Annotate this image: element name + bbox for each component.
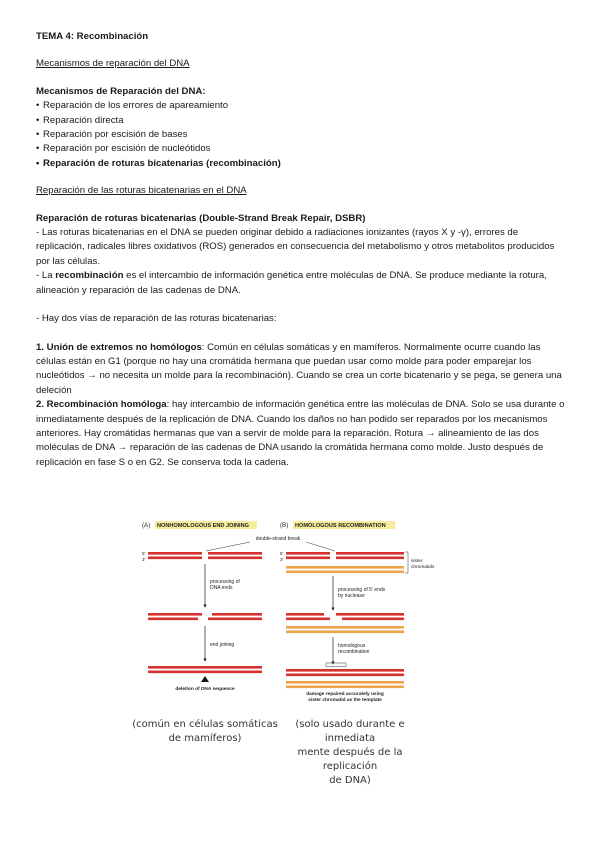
dsbr-p2-bold: recombinación <box>55 270 124 282</box>
dna-strand <box>148 552 202 555</box>
caption-a <box>130 718 280 746</box>
recombination-label: recombination <box>338 649 370 655</box>
processing-5-label-1: processing of 5' ends <box>338 587 386 593</box>
processing-of-label: processing of <box>210 579 240 585</box>
mechanism-item: • Reparación de los errores de apareamiento <box>36 99 568 113</box>
three-prime-label: 3' <box>142 557 146 562</box>
sister-strand <box>286 686 404 689</box>
mechanism-item: • Reparación por escisión de nucleótidos <box>36 142 568 156</box>
figure-diagram <box>130 513 435 703</box>
panel-b-label: (B) <box>280 522 289 529</box>
damage-label-2: sister chromatid as the template <box>308 698 382 703</box>
caption-a-line2: de mamíferos) <box>168 733 242 744</box>
dsbr-paragraph-1: - Las roturas bicatenarias en el DNA se pueden originar debido a radiaciones ionizantes (rayos X y -γ), errores de replicación, radicales libres oxidativos (ROS) generados en consecuencia del metabolismo y otros metabolitos producidos por las células. <box>36 227 555 267</box>
route2-text: : hay intercambio de información genética entre las moléculas de DNA. Solo se usa durante o inmediatamente después de la replicación de DNA. Cuando los daños no han podido ser reparados por los mecanismos anteriores. Hay cromátidas hermanas que van a servir de molde para la reparación. Rotura → alineamiento de las dos moléculas de DNA → reparación de las cadenas de DNA usando la cromátida hermana como molde. Justo después de replicación en fase S o en G2. Se conserva toda la cadena. <box>36 399 565 468</box>
deletion-marker-icon <box>201 676 209 682</box>
dna-strand <box>342 618 404 621</box>
dna-strand <box>208 552 262 555</box>
dsbr-paragraph-3: - Hay dos vías de reparación de las roturas bicatenarias: <box>36 313 277 325</box>
section2-heading: Reparación de las roturas bicatenarias en el DNA <box>36 185 247 197</box>
mechanism-item: • Reparación por escisión de bases <box>36 128 568 142</box>
mechanism-item: • Reparación directa <box>36 114 568 128</box>
dna-strand <box>286 557 330 560</box>
route1-title: 1. Unión de extremos no homólogos <box>36 341 202 353</box>
dna-strand <box>148 666 262 669</box>
sister-label: sister <box>411 559 423 564</box>
dsbr-p2-prefix: - La <box>36 270 56 282</box>
dna-strand <box>212 613 262 616</box>
dna-strand <box>148 613 202 616</box>
damage-label-1: damage repaired accurately using <box>306 692 384 697</box>
dna-strand <box>336 552 404 555</box>
chromatids-label: chromatids <box>411 565 435 570</box>
dna-strand <box>286 674 404 677</box>
repair-region-box <box>326 663 346 667</box>
caption-a-line1: (común en células somáticas <box>132 719 278 730</box>
dna-strand <box>148 557 202 560</box>
route2-title: 2. Recombinación homóloga <box>36 399 167 411</box>
section1-subheading: Mecanismos de Reparación del DNA: <box>36 85 206 97</box>
panel-a-label: (A) <box>142 522 151 529</box>
dna-strand <box>286 618 330 621</box>
dsb-label: double-strand break <box>255 536 301 542</box>
caption-b-line3: de DNA) <box>329 775 371 786</box>
dsbr-title: Reparación de roturas bicatenarias (Double-Strand Break Repair, DSBR) <box>36 212 366 224</box>
caption-b-line1: (solo usado durante e inmediata <box>295 719 405 744</box>
sister-strand <box>286 626 404 629</box>
route-2 <box>36 398 568 470</box>
dsbr-paragraph-2 <box>36 269 568 298</box>
dsb-repair-figure <box>130 513 435 786</box>
dna-strand <box>286 669 404 672</box>
caption-b <box>270 718 430 788</box>
mechanism-item: • Reparación de roturas bicatenarias (recombinación) <box>36 157 568 171</box>
dna-strand <box>286 613 324 616</box>
dsbr-p2-rest: es el intercambio de información genética entre moléculas de DNA. Se produce mediante la rotura, alineación y reparación de las cadenas de DNA. <box>36 270 547 296</box>
sister-strand <box>286 571 404 574</box>
document-title: TEMA 4: Recombinación <box>36 31 149 42</box>
dna-ends-label: DNA ends <box>210 585 233 591</box>
route1-text: : Común en células somáticas y en mamíferos. Normalmente ocurre cuando las células están en G1 (porque no hay una cromátida hermana que puedan usar como molde para poder emparejar los nucleótidos → no necesita un molde para la recombinación). Cuando se crea un corte bicatenario y se pega, se genera una deleción <box>36 341 562 396</box>
deletion-label: deletion of DNA sequence <box>175 687 235 692</box>
sister-strand <box>286 631 404 634</box>
dna-strand <box>208 618 262 621</box>
panel-b-title: HOMOLOGOUS RECOMBINATION <box>295 523 386 529</box>
document-page <box>36 30 568 470</box>
panel-a-title: NONHOMOLOGOUS END JOINING <box>157 523 249 529</box>
sister-bracket <box>405 552 408 573</box>
section1-heading: Mecanismos de reparación del DNA <box>36 58 190 70</box>
dna-strand <box>148 671 262 674</box>
processing-5-label-2: by nuclease <box>338 593 365 599</box>
dna-strand <box>286 552 330 555</box>
sister-strand <box>286 681 404 684</box>
end-joining-label: end joining <box>210 642 235 648</box>
caption-b-line2: mente después de la replicación <box>297 747 403 772</box>
dna-strand <box>208 557 262 560</box>
route-1 <box>36 341 568 399</box>
three-prime-label: 3' <box>280 557 284 562</box>
homologous-label: homologous <box>338 643 366 649</box>
dsb-pointer-b <box>306 542 335 551</box>
dna-strand <box>336 613 404 616</box>
dna-strand <box>148 618 198 621</box>
dsb-pointer-a <box>206 542 250 551</box>
five-prime-label: 5' <box>280 551 284 556</box>
mechanisms-list <box>36 99 568 171</box>
sister-strand <box>286 566 404 569</box>
dna-strand <box>336 557 404 560</box>
five-prime-label: 5' <box>142 551 146 556</box>
